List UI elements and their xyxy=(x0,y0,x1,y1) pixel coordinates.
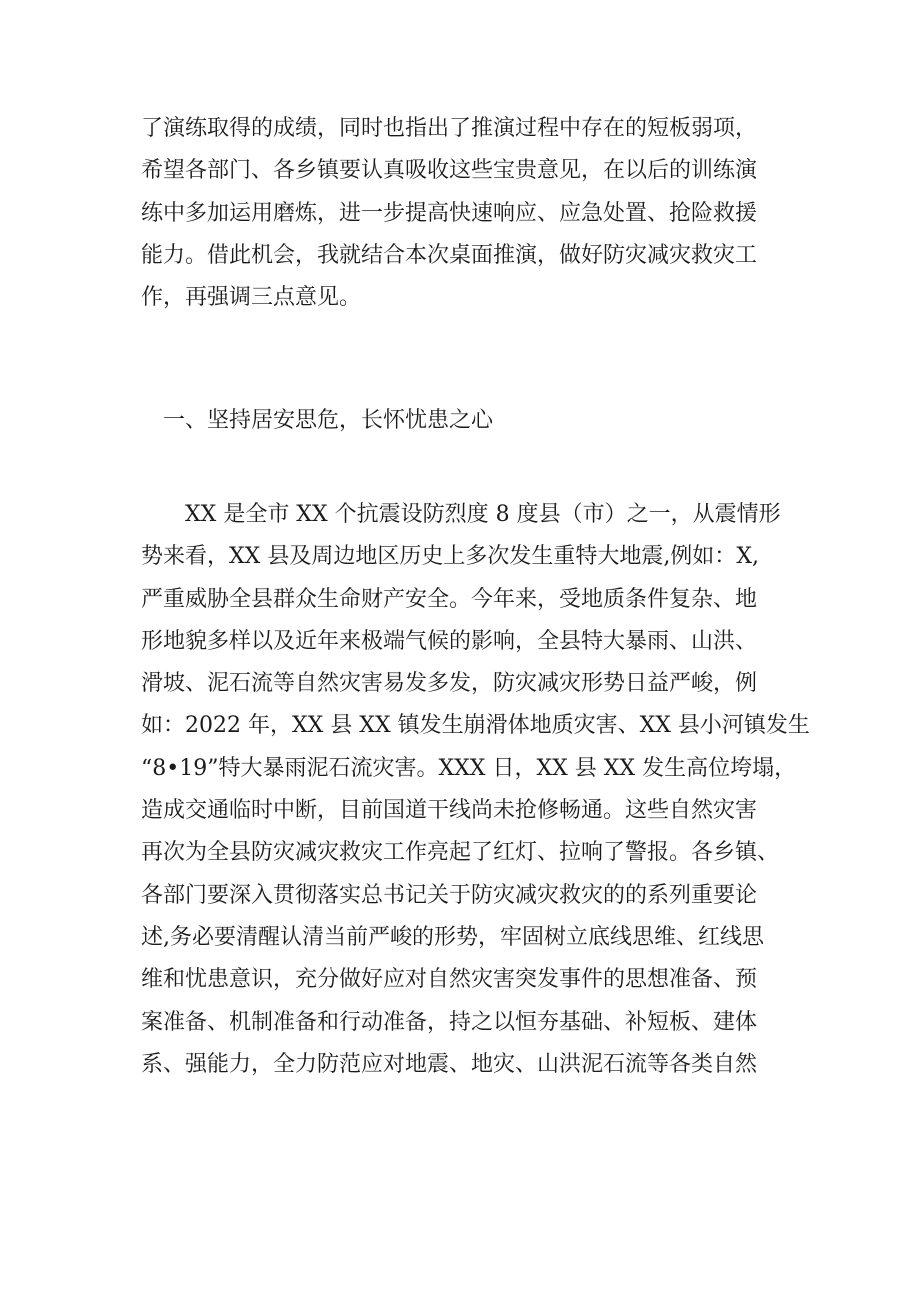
paragraph-line: 严重威胁全县群众生命财产安全。今年来，受地质条件复杂、地 xyxy=(141,586,758,612)
paragraph-line: 各部门要深入贯彻落实总书记关于防灾减灾救灾的的系列重要论 xyxy=(141,882,758,908)
section-heading xyxy=(141,400,801,442)
heading-line: 一、坚持居安思危，长怀忧患之心 xyxy=(163,408,494,433)
paragraph-line: 练中多加运用磨炼，进一步提高快速响应、应急处置、抢险救援 xyxy=(141,200,758,226)
paragraph-line: 作，再强调三点意见。 xyxy=(141,285,362,311)
paragraph-line: 形地貌多样以及近年来极端气候的影响，全县特大暴雨、山洪、 xyxy=(141,628,758,654)
paragraph-line: “8•19”特大暴雨泥石流灾害。XXX 日，XX 县 XX 发生高位垮塌， xyxy=(141,755,797,781)
paragraph-line: 造成交通临时中断，目前国道干线尚未抢修畅通。这些自然灾害 xyxy=(141,798,758,824)
paragraph-line: 案准备、机制准备和行动准备，持之以恒夯基础、补短板、建体 xyxy=(141,1009,758,1035)
paragraph-line: 滑坡、泥石流等自然灾害易发多发，防灾减灾形势日益严峻，例 xyxy=(141,671,758,697)
paragraph-line: 如：2022 年，XX 县 XX 镇发生崩滑体地质灾害、XX 县小河镇发生 xyxy=(141,713,810,739)
paragraph-line: 系、强能力，全力防范应对地震、地灾、山洪泥石流等各类自然 xyxy=(141,1051,758,1077)
paragraph-line: XX 是全市 XX 个抗震设防烈度 8 度县（市）之一，从震情形 xyxy=(185,502,781,527)
paragraph-1 xyxy=(141,108,801,319)
paragraph-line: 述,务必要清醒认清当前严峻的形势，牢固树立底线思维、红线思 xyxy=(141,924,764,950)
paragraph-line: 维和忧患意识，充分做好应对自然灾害突发事件的思想准备、预 xyxy=(141,967,758,993)
paragraph-line: 势来看，XX 县及周边地区历史上多次发生重特大地震,例如：X, xyxy=(141,544,759,570)
paragraph-line: 希望各部门、各乡镇要认真吸收这些宝贵意见，在以后的训练演 xyxy=(141,158,758,184)
paragraph-line: 再次为全县防灾减灾救灾工作亮起了红灯、拉响了警报。各乡镇、 xyxy=(141,840,780,866)
paragraph-2 xyxy=(141,494,810,1086)
paragraph-line: 能力。借此机会，我就结合本次桌面推演，做好防灾减灾救灾工 xyxy=(141,242,758,268)
paragraph-line: 了演练取得的成绩，同时也指出了推演过程中存在的短板弱项， xyxy=(141,116,758,141)
